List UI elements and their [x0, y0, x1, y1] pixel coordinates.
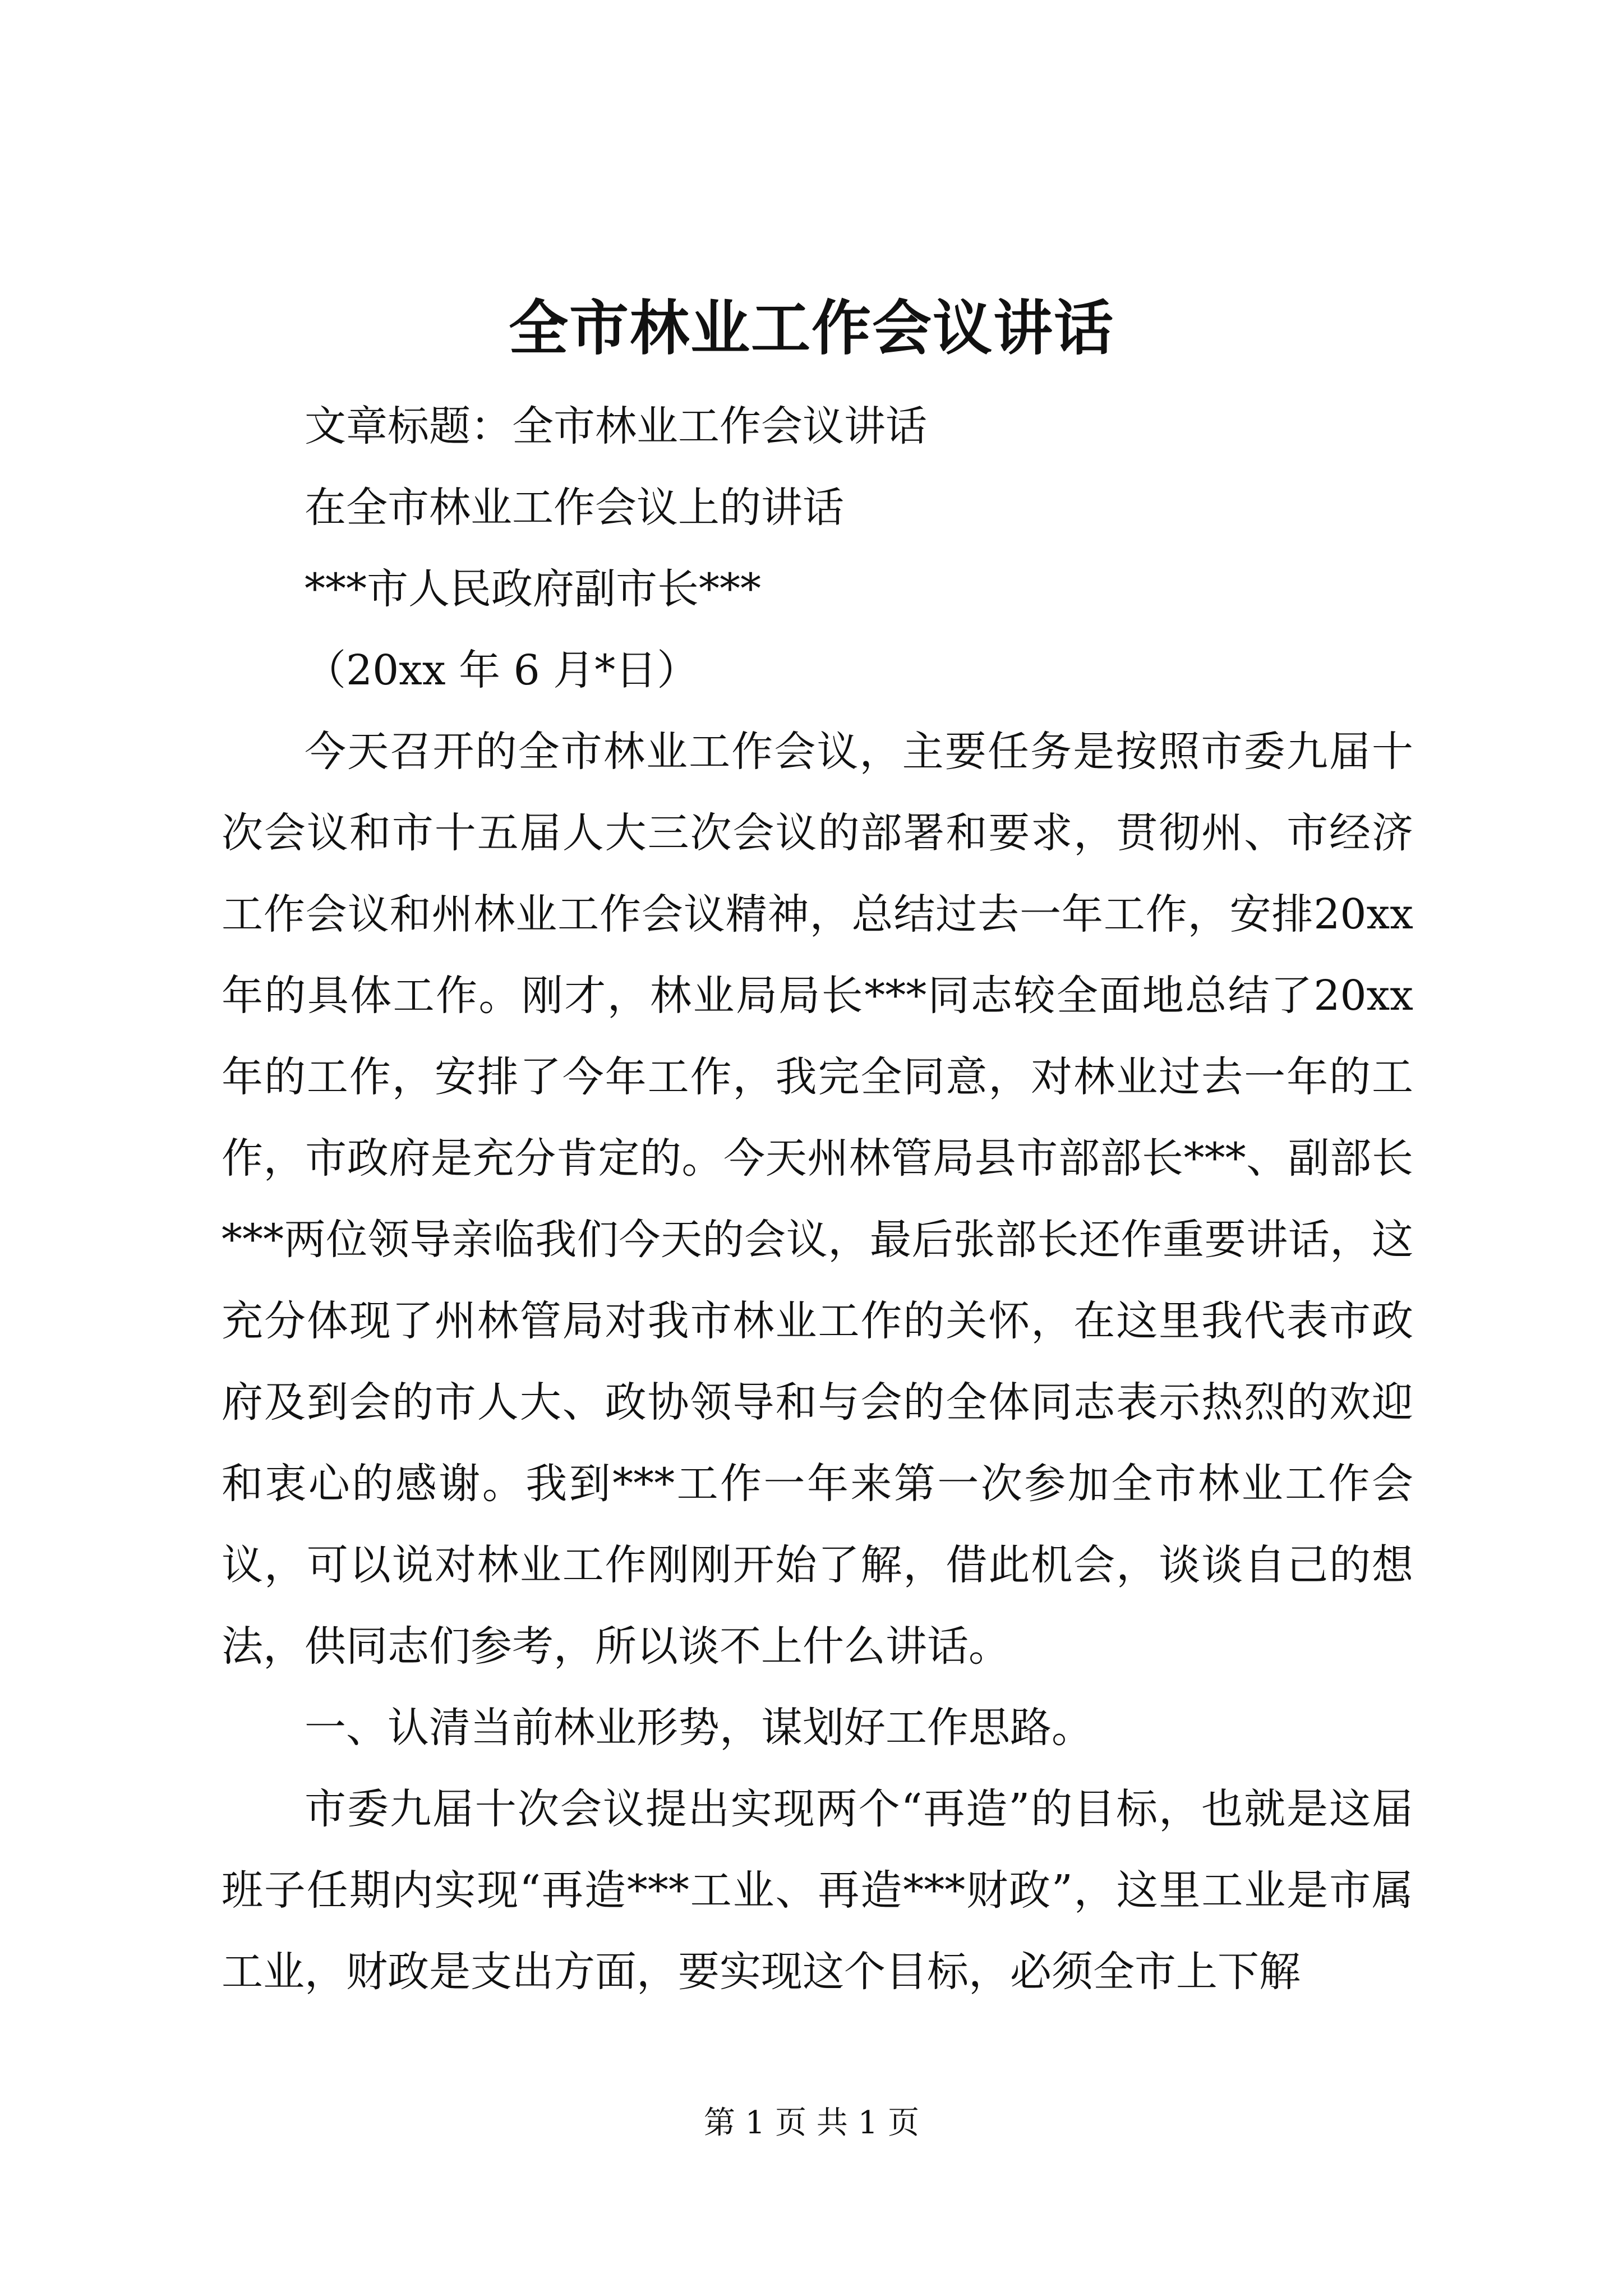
page-footer: 第 1 页 共 1 页 [703, 2105, 920, 2141]
paragraph-intro: 今天召开的全市林业工作会议，主要任务是按照市委九届十次会议和市十五届人大三次会议的部署和要求，贯彻州、市经济工作会议和州林业工作会议精神，总结过去一年工作，安排20xx年的具体工作。刚才，林业局局长***同志较全面地总结了20xx年的工作，安排了今年工作，我完全同意，对林业过去一年的工作，市政府是充分肯定的。今天州林管局县市部部长***、副部长***两位领导亲临我们今天的会议，最后张部长还作重要讲话，这充分体现了州林管局对我市林业工作的关怀，在这里我代表市政府及到会的市人大、政协领导和与会的全体同志表示热烈的欢迎和衷心的感谢。我到***工作一年来第一次参加全市林业工作会议，可以说对林业工作刚刚开始了解，借此机会，谈谈自己的想法，供同志们参考，所以谈不上什么讲话。 [222, 728, 1413, 1671]
speech-title-line: 在全市林业工作会议上的讲话 [305, 484, 844, 532]
speaker-line: ***市人民政府副市长*** [305, 565, 761, 613]
meta-title-line: 文章标题：全市林业工作会议讲话 [305, 402, 927, 450]
date-line: （20xx 年 6 月*日） [305, 646, 699, 694]
section-heading-1: 一、认清当前林业形势，谋划好工作思路。 [305, 1704, 1093, 1752]
paragraph-section-1: 市委九届十次会议提出实现两个“再造”的目标，也就是这届班子任期内实现“再造***工业、再造***财政”，这里工业是市属工业，财政是支出方面，要实现这个目标，必须全市上下解 [222, 1785, 1413, 1996]
document-body [222, 386, 1413, 2013]
document-title: 全市林业工作会议讲话 [509, 293, 1114, 363]
